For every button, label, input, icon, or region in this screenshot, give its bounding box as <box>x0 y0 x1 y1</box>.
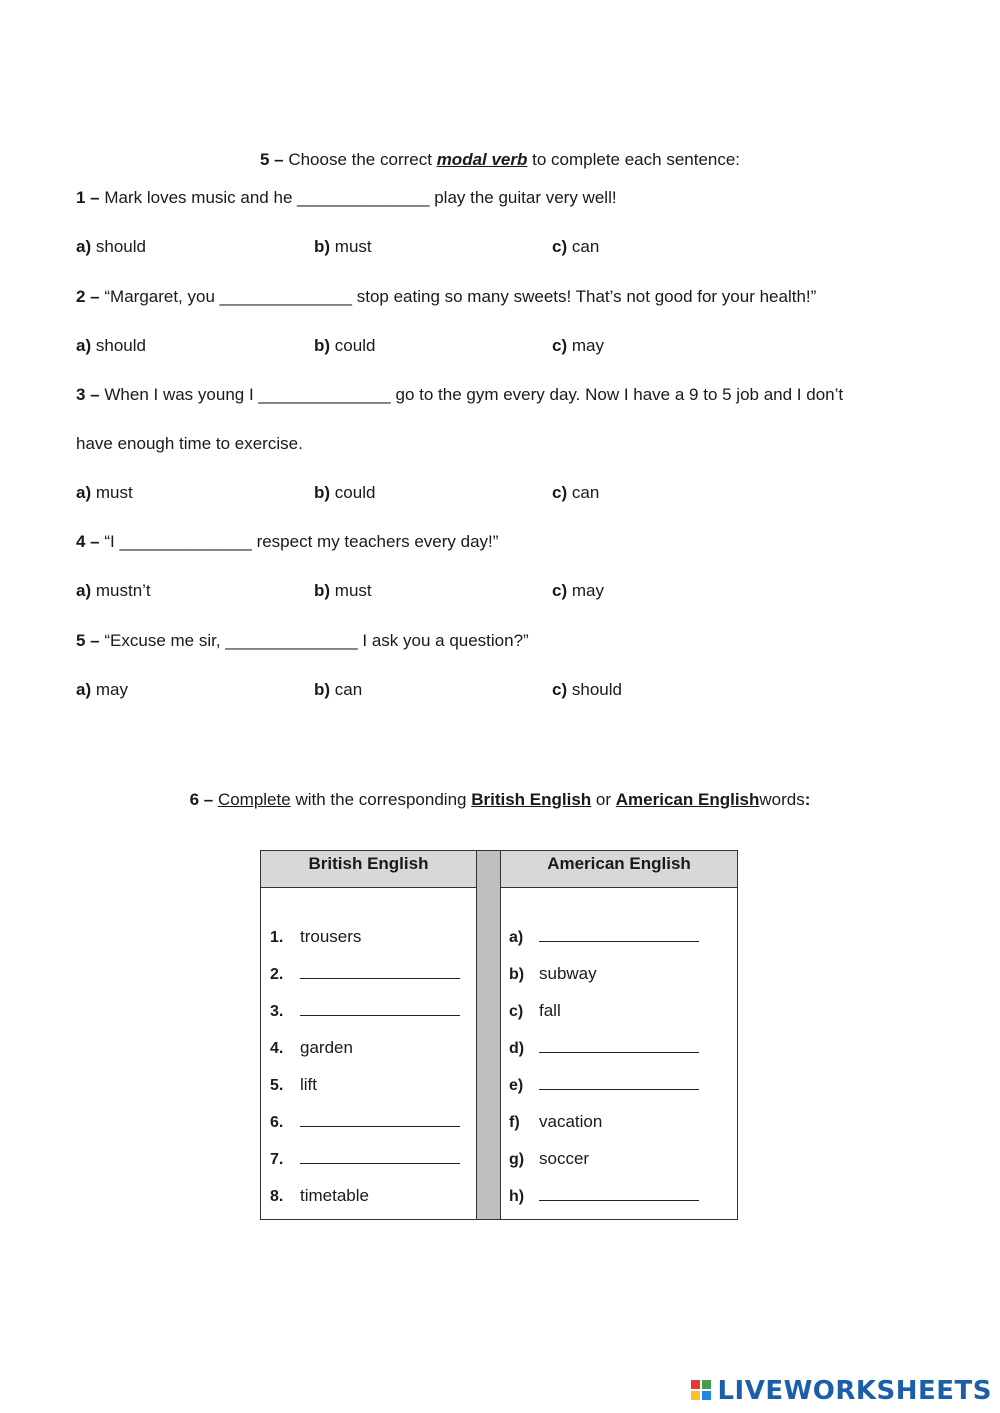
question-number: 4 – <box>76 532 100 551</box>
option-text: should <box>571 680 622 699</box>
question-number: 3 – <box>76 385 100 404</box>
row-number: e) <box>509 1077 524 1094</box>
option-a[interactable] <box>76 680 128 700</box>
vocabulary-table <box>260 850 738 1220</box>
british-row-7 <box>270 1149 460 1169</box>
answer-blank[interactable] <box>300 964 460 979</box>
british-row-8 <box>270 1186 369 1206</box>
answer-blank[interactable] <box>539 927 699 942</box>
american-row-c <box>509 1001 561 1021</box>
row-number: b) <box>509 966 525 983</box>
option-b[interactable] <box>314 483 375 503</box>
question-text: “Margaret, you ______________ stop eating so many sweets! That’s not good for your health!” <box>104 287 817 306</box>
question-1 <box>76 188 617 208</box>
option-text: may <box>571 581 604 600</box>
question-number: 5 – <box>76 631 100 650</box>
row-number: g) <box>509 1151 525 1168</box>
option-text: can <box>571 237 600 256</box>
option-label: b) <box>314 581 331 600</box>
row-word: timetable <box>300 1186 369 1205</box>
option-text: can <box>571 483 600 502</box>
american-row-h <box>509 1186 699 1206</box>
answer-blank[interactable] <box>539 1075 699 1090</box>
question-3 <box>76 385 843 405</box>
exercise5-title <box>0 150 1000 170</box>
option-text: may <box>95 680 128 699</box>
row-word: fall <box>539 1001 561 1020</box>
american-header: American English <box>500 850 738 888</box>
option-text: should <box>95 336 146 355</box>
row-number: d) <box>509 1040 525 1057</box>
exercise5-instruction-post: to complete each sentence: <box>532 150 741 169</box>
option-label: b) <box>314 680 331 699</box>
question-2 <box>76 287 816 307</box>
row-number: 1. <box>270 929 284 946</box>
row-number: 2. <box>270 966 284 983</box>
british-row-3 <box>270 1001 460 1021</box>
column-divider <box>476 850 501 1220</box>
option-text: could <box>334 336 376 355</box>
option-text: must <box>334 237 372 256</box>
exercise6-colon: : <box>804 790 811 809</box>
answer-blank[interactable] <box>300 1112 460 1127</box>
answer-blank[interactable] <box>539 1038 699 1053</box>
row-word: soccer <box>539 1149 590 1168</box>
question-text: When I was young I ______________ go to the gym every day. Now I have a 9 to 5 job and I don’t <box>104 385 844 404</box>
exercise6-or: or <box>595 790 612 809</box>
option-label: a) <box>76 483 92 502</box>
american-row-d <box>509 1038 699 1058</box>
option-b[interactable] <box>314 336 375 356</box>
question-text: “I ______________ respect my teachers every day!” <box>104 532 499 551</box>
question-4 <box>76 532 498 552</box>
logo-square-red <box>691 1380 700 1389</box>
option-c[interactable] <box>552 336 604 356</box>
american-row-a <box>509 927 699 947</box>
option-text: mustn’t <box>95 581 151 600</box>
question-number: 2 – <box>76 287 100 306</box>
exercise6-mid: with the corresponding <box>295 790 467 809</box>
option-label: c) <box>552 483 568 502</box>
exercise6-complete: Complete <box>217 790 291 809</box>
option-label: a) <box>76 336 92 355</box>
row-number: c) <box>509 1003 524 1020</box>
american-row-g <box>509 1149 589 1169</box>
british-row-2 <box>270 964 460 984</box>
liveworksheets-logo-text: LIVEWORKSHEETS <box>717 1376 992 1406</box>
option-c[interactable] <box>552 237 599 257</box>
row-word: garden <box>300 1038 353 1057</box>
option-text: could <box>334 483 376 502</box>
option-b[interactable] <box>314 581 372 601</box>
question-text: “Excuse me sir, ______________ I ask you a question?” <box>104 631 529 650</box>
row-number: 4. <box>270 1040 284 1057</box>
british-row-1 <box>270 927 361 947</box>
question-3-continued: have enough time to exercise. <box>76 434 303 453</box>
logo-square-blue <box>702 1391 711 1400</box>
exercise6-american: American English <box>615 790 760 809</box>
question-5-options <box>0 680 1000 704</box>
exercise5-number: 5 – <box>259 150 284 169</box>
liveworksheets-logo-icon <box>691 1380 713 1402</box>
option-label: a) <box>76 581 92 600</box>
row-word: trousers <box>300 927 362 946</box>
option-text: may <box>571 336 604 355</box>
option-label: c) <box>552 336 568 355</box>
logo-square-green <box>702 1380 711 1389</box>
row-word: lift <box>300 1075 317 1094</box>
option-label: c) <box>552 237 568 256</box>
option-label: b) <box>314 237 331 256</box>
option-label: c) <box>552 581 568 600</box>
option-b[interactable] <box>314 680 362 700</box>
question-4-options <box>0 581 1000 605</box>
row-number: a) <box>509 929 524 946</box>
question-3-options <box>0 483 1000 507</box>
option-text: must <box>95 483 133 502</box>
american-row-e <box>509 1075 699 1095</box>
option-c[interactable] <box>552 581 604 601</box>
american-row-b <box>509 964 597 984</box>
row-number: 3. <box>270 1003 284 1020</box>
row-number: 7. <box>270 1151 284 1168</box>
question-1-options <box>0 237 1000 261</box>
option-label: c) <box>552 680 568 699</box>
row-number: f) <box>509 1114 520 1131</box>
british-header: British English <box>260 850 477 888</box>
exercise5-instruction-pre: Choose the correct <box>288 150 432 169</box>
american-row-f <box>509 1112 602 1132</box>
logo-square-yellow <box>691 1391 700 1400</box>
row-number: 5. <box>270 1077 284 1094</box>
exercise6-title <box>0 790 1000 810</box>
british-row-4 <box>270 1038 353 1058</box>
exercise6-british: British English <box>471 790 592 809</box>
option-a[interactable] <box>76 483 133 503</box>
question-5 <box>76 631 529 651</box>
liveworksheets-logo <box>691 1375 992 1407</box>
row-word: vacation <box>539 1112 603 1131</box>
answer-blank[interactable] <box>300 1149 460 1164</box>
row-number: 6. <box>270 1114 284 1131</box>
option-label: b) <box>314 483 331 502</box>
question-text: Mark loves music and he ______________ play the guitar very well! <box>104 188 617 207</box>
exercise6-number: 6 – <box>189 790 214 809</box>
british-row-6 <box>270 1112 460 1132</box>
answer-blank[interactable] <box>300 1001 460 1016</box>
exercise6-words: words <box>759 790 805 809</box>
option-a[interactable] <box>76 336 146 356</box>
answer-blank[interactable] <box>539 1186 699 1201</box>
option-label: a) <box>76 680 92 699</box>
option-c[interactable] <box>552 680 622 700</box>
option-b[interactable] <box>314 237 372 257</box>
row-word: subway <box>539 964 597 983</box>
option-label: a) <box>76 237 92 256</box>
option-a[interactable] <box>76 237 146 257</box>
british-row-5 <box>270 1075 317 1095</box>
option-label: b) <box>314 336 331 355</box>
exercise5-keyword: modal verb <box>436 150 528 169</box>
question-2-options <box>0 336 1000 360</box>
option-a[interactable] <box>76 581 151 601</box>
option-c[interactable] <box>552 483 599 503</box>
option-text: must <box>334 581 372 600</box>
option-text: can <box>334 680 363 699</box>
row-number: 8. <box>270 1188 284 1205</box>
option-text: should <box>95 237 146 256</box>
row-number: h) <box>509 1188 525 1205</box>
question-number: 1 – <box>76 188 100 207</box>
